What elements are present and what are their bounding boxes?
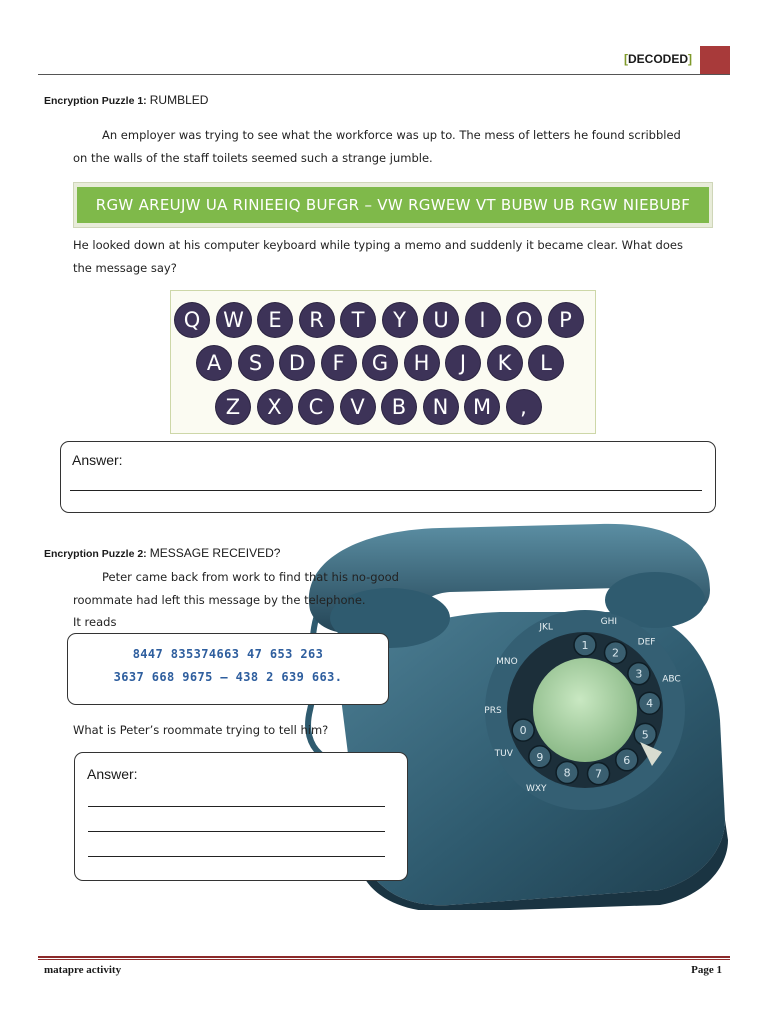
cipher-banner [73, 182, 713, 228]
cipher-text: RGW AREUJW UA RINIEEIQ BUFGR – VW RGWEW VT BUBW UB RGW NIEBUBF [77, 187, 709, 223]
puzzle2-answer-line-1[interactable] [88, 806, 385, 807]
puzzle2-answer-label: Answer: [87, 766, 138, 782]
keyboard-key-label: , [520, 395, 527, 419]
header-title: [DECODED] [623, 52, 692, 66]
puzzle2-answer-line-2[interactable] [88, 831, 385, 832]
keyboard-key-j [446, 346, 480, 380]
dial-digit-3 [628, 663, 650, 685]
dial-letters-jkl: JKL [539, 622, 553, 633]
puzzle1-answer-line[interactable] [70, 490, 702, 491]
dial-digit-label: 8 [563, 766, 571, 780]
dial-digit-0 [512, 719, 534, 741]
keyboard-key-m [465, 390, 499, 424]
keyboard-key-label: D [288, 351, 306, 375]
puzzle2-answer-box [74, 752, 408, 881]
keyboard-key-label: C [308, 395, 324, 419]
keyboard-key-label: Y [393, 308, 406, 332]
footer-left-text: matapre activity [44, 964, 122, 976]
dial-digit-label: 2 [612, 646, 620, 660]
dial-letters-wxy: WXY [525, 784, 547, 795]
puzzle2-title: Encryption Puzzle 2: MESSAGE RECEIVED? [44, 546, 281, 560]
keyboard-key-label: B [391, 395, 407, 419]
code-message-box [67, 633, 389, 705]
keyboard-key-x [258, 390, 292, 424]
puzzle2-intro-line3: It reads [73, 615, 117, 629]
keyboard-key-y [383, 303, 417, 337]
dial-digit-label: 5 [641, 728, 649, 742]
puzzle1-answer-box [60, 441, 716, 513]
keyboard-key-label: T [351, 308, 365, 332]
keyboard-key-z [216, 390, 250, 424]
code-line-1: 8447 835374663 47 653 263 [132, 647, 324, 661]
dial-digit-1 [574, 634, 596, 656]
puzzle1-title: Encryption Puzzle 1: RUMBLED [44, 93, 209, 107]
keyboard-key-label: E [268, 308, 282, 332]
dial-letters-tuv: TUV [494, 749, 513, 760]
keyboard-key-label: Z [225, 395, 241, 419]
keyboard-key-label: N [432, 395, 449, 419]
keyboard-key-t [341, 303, 375, 337]
keyboard-key-label: U [433, 308, 449, 332]
dial-digit-5 [634, 723, 656, 745]
dial-letters-def: DEF [637, 637, 656, 648]
puzzle2-intro-line2: roommate had left this message by the telephone. [73, 593, 366, 607]
puzzle1-after-line1: He looked down at his computer keyboard while typing a memo and suddenly it became clear. What does [73, 238, 683, 252]
keyboard-key-h [405, 346, 439, 380]
header-accent-block [700, 46, 730, 75]
dial-letters-prs: PRS [484, 706, 502, 716]
puzzle2-intro-line1: Peter came back from work to find that his no-good [102, 570, 399, 584]
keyboard-key-q [175, 303, 209, 337]
keyboard-key-label: I [479, 308, 486, 332]
keyboard-key-w [217, 303, 251, 337]
keyboard-key-label: J [459, 351, 467, 375]
keyboard-key-label: K [497, 351, 512, 375]
keyboard-key-label: V [350, 395, 365, 419]
puzzle1-answer-label: Answer: [72, 452, 123, 468]
dial-digit-label: 9 [536, 750, 544, 764]
keyboard-key-c [299, 390, 333, 424]
dial-digit-7 [588, 763, 610, 785]
keyboard-key-a [197, 346, 231, 380]
keyboard-key-f [322, 346, 356, 380]
keyboard-key-v [341, 390, 375, 424]
keyboard-image [170, 290, 596, 434]
keyboard-key-r [300, 303, 334, 337]
keyboard-key-label: Q [183, 308, 201, 332]
footer-rule-thin [38, 959, 730, 960]
keyboard-key-label: O [515, 308, 533, 332]
puzzle2-question: What is Peter’s roommate trying to tell him? [73, 723, 329, 737]
page-number: Page 1 [691, 964, 722, 976]
keyboard-key-label: M [472, 395, 492, 419]
dial-digit-2 [605, 642, 627, 664]
puzzle1-intro-line2: on the walls of the staff toilets seemed such a strange jumble. [73, 151, 433, 165]
dial-digit-label: 7 [595, 767, 603, 781]
puzzle1-after-line2: the message say? [73, 261, 177, 275]
dial-digit-6 [616, 749, 638, 771]
keyboard-key-g [363, 346, 397, 380]
keyboard-key-label: G [371, 351, 389, 375]
dial-digit-label: 0 [519, 724, 527, 738]
dial-digit-label: 4 [646, 697, 654, 711]
keyboard-key-k [488, 346, 522, 380]
dial-letters-mno: MNO [496, 657, 518, 668]
footer-rule-thick [38, 956, 730, 958]
keyboard-key-label: H [413, 351, 430, 375]
keyboard-key-label: A [206, 351, 222, 375]
keyboard-key-comma [507, 390, 541, 424]
dial-letters-abc: ABC [662, 674, 681, 685]
dial-digit-9 [529, 746, 551, 768]
keyboard-key-label: L [540, 351, 552, 375]
header-rule [38, 74, 730, 75]
dial-digit-8 [556, 761, 578, 783]
keyboard-key-s [239, 346, 273, 380]
keyboard-key-p [549, 303, 583, 337]
dial-letters-ghi: GHI [600, 617, 618, 628]
dial-digit-label: 1 [581, 639, 589, 652]
dial-digit-4 [639, 692, 661, 714]
dial-digit-label: 3 [635, 667, 643, 681]
keyboard-key-label: F [332, 351, 345, 375]
dial-digit-label: 6 [623, 753, 631, 767]
keyboard-key-o [507, 303, 541, 337]
keyboard-key-l [529, 346, 563, 380]
keyboard-key-e [258, 303, 292, 337]
puzzle2-answer-line-3[interactable] [88, 856, 385, 857]
keyboard-key-label: X [267, 395, 282, 419]
keyboard-key-label: P [559, 308, 572, 332]
keyboard-key-n [424, 390, 458, 424]
keyboard-key-d [280, 346, 314, 380]
keyboard-key-label: R [309, 308, 324, 332]
keyboard-key-i [466, 303, 500, 337]
keyboard-key-b [382, 390, 416, 424]
keyboard-key-label: W [223, 308, 244, 332]
keyboard-key-label: S [248, 351, 263, 375]
puzzle1-intro-line1: An employer was trying to see what the workforce was up to. The mess of letters he found scribbled [102, 128, 681, 142]
keyboard-key-u [424, 303, 458, 337]
code-line-2: 3637 668 9675 – 438 2 639 663. [113, 670, 343, 684]
